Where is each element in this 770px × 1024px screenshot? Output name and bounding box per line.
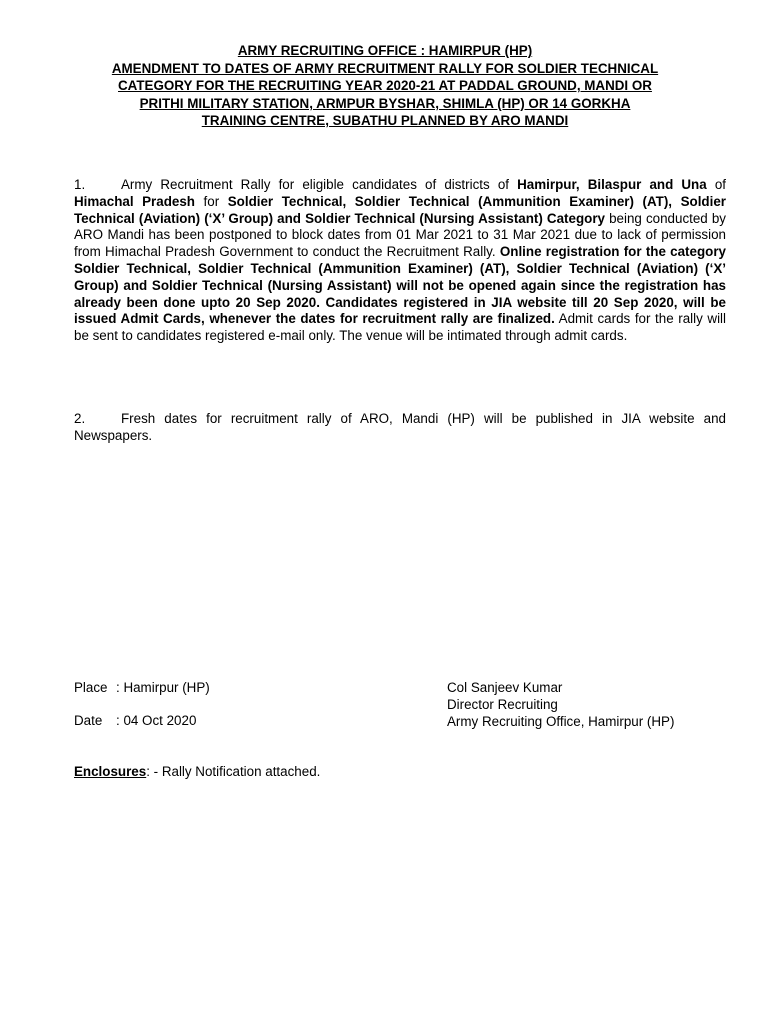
place-value: : Hamirpur (HP) (116, 680, 210, 695)
paragraph-2-text: Fresh dates for recruitment rally of ARO, Mandi (HP) will be published in JIA website and Newspapers. (74, 411, 726, 443)
paragraph-1 (74, 177, 726, 345)
place-label: Place (74, 680, 108, 695)
paragraph-2 (74, 411, 726, 445)
date-value: : 04 Oct 2020 (116, 713, 197, 728)
enclosures-text: : - Rally Notification attached. (146, 764, 321, 779)
title-line-4: PRITHI MILITARY STATION, ARMPUR BYSHAR, SHIMLA (HP) OR 14 GORKHA (139, 95, 631, 111)
paragraph-1-registration-notice: Online registration for the category Soldier Technical, Soldier Technical (Ammunition Examiner) (AT), Soldier Technical (Aviation) (‘X’ Group) and Soldier Technical (Nursing Assistant) will not be opened again since the registration has already been done upto 20 Sep 2020. Candidates registered in JIA website till 20 Sep 2020, will be issued Admit Cards, whenever the dates for recruitment rally are finalized. (74, 244, 726, 327)
paragraph-1-text-1: Army Recruitment Rally for eligible candidates of districts of (121, 177, 518, 192)
paragraph-2-number: 2. (74, 411, 86, 426)
paragraph-1-text-3: for (194, 193, 228, 209)
paragraph-1-state: Himachal Pradesh (74, 193, 195, 209)
enclosures-label: Enclosures (74, 764, 147, 779)
title-line-2: AMENDMENT TO DATES OF ARMY RECRUITMENT RALLY FOR SOLDIER TECHNICAL (111, 60, 659, 76)
title-line-3: CATEGORY FOR THE RECRUITING YEAR 2020-21 AT PADDAL GROUND, MANDI OR (118, 78, 652, 94)
place-date-block (74, 680, 210, 730)
paragraph-1-categories: Soldier Technical, Soldier Technical (Ammunition Examiner) (AT), Soldier Technical (Aviation) (‘X’ Group) and Soldier Technical (Nursing Assistant) Category (74, 193, 726, 226)
paragraph-1-text-2: of (706, 177, 726, 192)
signatory-designation: Director Recruiting (447, 697, 558, 712)
paragraph-1-text-5: Admit cards for the rally will be sent to candidates registered e-mail only. The venue will be intimated through admit cards. (74, 311, 726, 344)
place-row (74, 680, 210, 697)
title-line-1: ARMY RECRUITING OFFICE : HAMIRPUR (HP) (237, 43, 533, 58)
date-label: Date (74, 713, 103, 728)
title-line-5: TRAINING CENTRE, SUBATHU PLANNED BY ARO MANDI (201, 113, 569, 129)
paragraph-1-number: 1. (74, 177, 86, 192)
paragraph-1-text-4: being conducted by ARO Mandi has been postponed to block dates from 01 Mar 2021 to 31 Mar 2021 due to lack of permission from Himachal Pradesh Government to conduct the Recruitment Rally. (74, 210, 726, 260)
signatory-office: Army Recruiting Office, Hamirpur (HP) (447, 714, 675, 729)
paragraph-1-districts: Hamirpur, Bilaspur and Una (517, 177, 707, 192)
signatory-name: Col Sanjeev Kumar (447, 680, 563, 695)
signature-block (447, 680, 674, 731)
enclosures (74, 764, 320, 781)
date-row (74, 713, 210, 730)
document-title (60, 42, 710, 130)
